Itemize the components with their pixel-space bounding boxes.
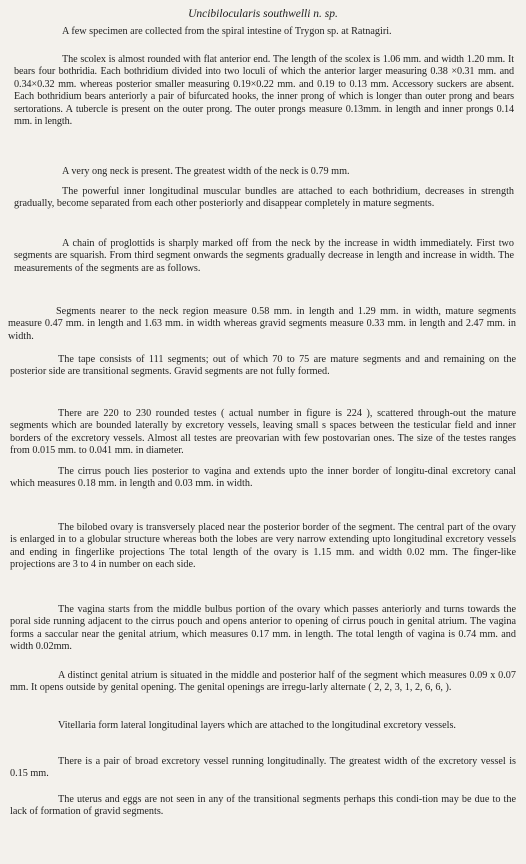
paragraph-9: The cirrus pouch lies posterior to vagina and extends upto the inner border of longitu-dinal excretory canal which measures 0.18 mm. in length and 0.03 mm. in width. xyxy=(10,466,516,490)
paragraph-7: The tape consists of 111 segments; out of which 70 to 75 are mature segments and and remaining on the posterior side are transitional segments. Gravid segments are not fully formed. xyxy=(10,354,516,378)
paragraph-11: The vagina starts from the middle bulbus portion of the ovary which passes anteriorly and turns towards the poral side running adjacent to the cirrus pouch and opens anterior to opening of cirrus pouch in genital atrium. The vagina forms a saccular near the genital atrium, which measures 0.17 mm. in length. The total length of vagina is 0.74 mm. and width 0.02mm. xyxy=(10,604,516,653)
paragraph-14: There is a pair of broad excretory vessel running longitudinally. The greatest width of the excretory vessel is 0.15 mm. xyxy=(10,756,516,780)
paragraph-3: A very ong neck is present. The greatest width of the neck is 0.79 mm. xyxy=(62,166,350,177)
paragraph-10: The bilobed ovary is transversely placed near the posterior border of the segment. The central part of the ovary is enlarged in to a globular structure whereas both the lobes are very narrow extending upto longitudinal excretory vessels and ending in fingerlike projections The total length of the ovary is 1.15 mm. and width 0.02 mm. The finger-like projections are 3 to 4 in number on each side. xyxy=(10,522,516,571)
paragraph-15: The uterus and eggs are not seen in any of the transitional segments perhaps this condi-tion may be due to the lack of formation of gravid segments. xyxy=(10,794,516,818)
document-heading: Uncibilocularis southwelli n. sp. xyxy=(188,8,338,20)
paragraph-2: The scolex is almost rounded with flat anterior end. The length of the scolex is 1.06 mm. and width 1.20 mm. It bears four bothridia. Each bothridium divided into two loculi of which the anterior larger measuring 0.38 ×0.31 mm. and 0.34×0.32 mm. whereas posterior smaller measuring 0.19×0.22 mm. and 0.19 to 0.13 mm. Accessory suckers are absent. Each bothridium bears anteriorly a pair of bifurcated hooks, the inner prong of which is longer than outer prong and bears sertorations. A tubercle is present on the outer prong. The outer prongs measure 0.13mm. in length and inner prongs 0.14 mm. in length. xyxy=(14,54,514,128)
paragraph-13: Vitellaria form lateral longitudinal layers which are attached to the longitudinal excretory vessels. xyxy=(58,720,456,731)
paragraph-1: A few specimen are collected from the spiral intestine of Trygon sp. at Ratnagiri. xyxy=(62,26,392,37)
paragraph-12: A distinct genital atrium is situated in the middle and posterior half of the segment which measures 0.09 x 0.07 mm. It opens outside by genital opening. The genital openings are irregu-larly alternate ( 2, 2, 3, 1, 2, 6, 6, ). xyxy=(10,670,516,694)
paragraph-4: The powerful inner longitudinal muscular bundles are attached to each bothridium, decreases in strength gradually, become separated from each other posteriorly and disappear completely in mature segments. xyxy=(14,186,514,210)
paragraph-6: Segments nearer to the neck region measure 0.58 mm. in length and 1.29 mm. in width, mature segments measure 0.47 mm. in length and 1.63 mm. in width whereas gravid segments measure 0.33 mm. in length and 2.47 mm. in width. xyxy=(8,306,516,342)
paragraph-8: There are 220 to 230 rounded testes ( actual number in figure is 224 ), scattered through-out the mature segments which are bounded laterally by excretory vessels, leaving small s spaces between the testicular field and inner borders of the excretory vessels. Almost all testes are preovarian with few postovarian ones. The size of the testes ranges from 0.015 mm. to 0.041 mm. in diameter. xyxy=(10,408,516,457)
paragraph-5: A chain of proglottids is sharply marked off from the neck by the increase in width immediately. First two segments are squarish. From third segment onwards the segments gradually decrease in length and increase in width. The measurements of the segments are as follows. xyxy=(14,238,514,274)
